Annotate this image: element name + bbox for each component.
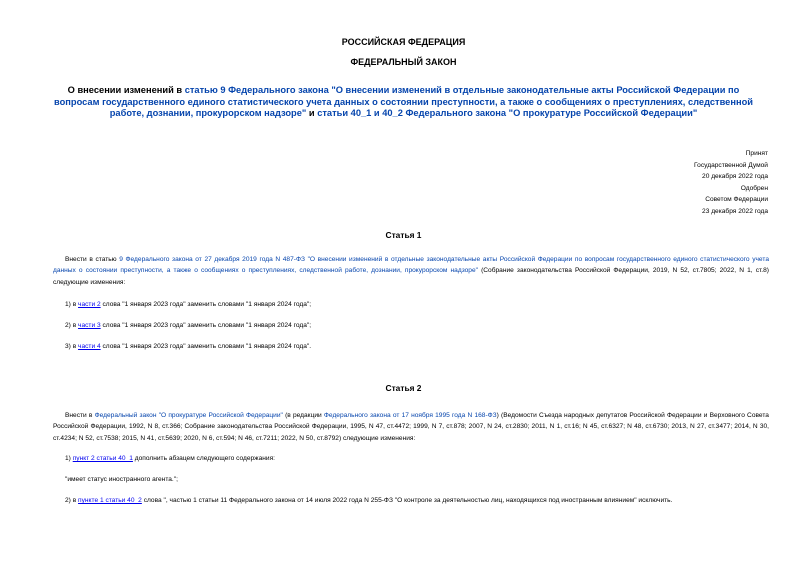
title-text-1: О внесении изменений в: [67, 85, 185, 95]
article2-link-point1-art40-2[interactable]: пункте 1 статьи 40_2: [78, 497, 142, 504]
article1-text-2: (Собрание законодательства Российской Федерации, 2019, N 52, ст.7805; 2022, N 1, ст.8) следующие изменения:: [53, 267, 769, 286]
country-heading: РОССИЙСКАЯ ФЕДЕРАЦИЯ: [341, 37, 466, 47]
article1-item-3: [53, 341, 769, 352]
article2-text-1: Внести в: [65, 412, 95, 419]
item-prefix: 1): [65, 455, 73, 462]
article2-text-2: (в редакции: [282, 412, 324, 419]
title-link-article9[interactable]: статью 9 Федерального закона "О внесении изменений в отдельные законодательные акты Российской Федерации по вопросам государственного единого статистического учета данных о состоянии преступности, а также о сообщениях о преступлениях, следственной работе, дознании, прокурорском надзоре": [54, 85, 753, 119]
article2-link-prosecutor-law[interactable]: Федеральный закон "О прокуратуре Российской Федерации": [94, 412, 283, 419]
article2-text-3: ) (Ведомости Съезда народных депутатов Российской Федерации и Верховного Совета Российской Федерации, 1992, N 8, ст.366; Собрание законодательства Российской Федерации, 1995, N 47, ст.4472; 1999, N 7, ст.878; 2007, N 24, ст.2830; 2011, N 1, ст.16; N 45, ст.6327; N 48, ст.6730; 2013, N 27, ст.3477; 2014, N 30, ст.4234; N 52, ст.7538; 2015, N 41, ст.5639; 2020, N 6, ст.594; N 46, ст.7211; 2022, N 50, ст.8792) следующие изменения:: [53, 412, 769, 442]
article1-link-part4[interactable]: части 4: [78, 343, 101, 350]
item-text: слова "1 января 2023 года" заменить словами "1 января 2024 года";: [100, 301, 312, 308]
article2-heading: Статья 2: [385, 383, 422, 393]
adopted-date: 20 декабря 2022 года: [702, 173, 768, 181]
article2-link-law168[interactable]: Федерального закона от 17 ноября 1995 года N 168-ФЗ: [323, 412, 497, 419]
article2-item-1: [53, 453, 769, 464]
article2-item-2: [53, 495, 769, 506]
item-prefix: 2) в: [65, 322, 79, 329]
adoption-block: [568, 148, 768, 218]
item-prefix: 3) в: [65, 343, 79, 350]
approved-date: 23 декабря 2022 года: [702, 207, 768, 215]
item-text: дополнить абзацем следующего содержания:: [132, 455, 275, 462]
title-text-2: и: [306, 108, 318, 119]
article1-link-part2[interactable]: части 2: [78, 301, 101, 308]
title-link-articles40[interactable]: статьи 40_1 и 40_2 Федерального закона "О прокуратуре Российской Федерации": [317, 108, 698, 119]
law-title: [48, 85, 759, 120]
article1-intro: [53, 254, 769, 288]
item-prefix: 2) в: [65, 497, 79, 504]
approved-label: Одобрен: [740, 184, 768, 192]
item-prefix: 1) в: [65, 301, 79, 308]
adopted-label: Принят: [745, 150, 768, 157]
article1-link-part3[interactable]: части 3: [78, 322, 101, 329]
adopted-by: Государственной Думой: [694, 161, 768, 169]
article1-heading: Статья 1: [385, 230, 422, 240]
article2-intro: [53, 410, 769, 444]
article1-link-law487[interactable]: 9 Федерального закона от 27 декабря 2019 года N 487-ФЗ "О внесении изменений в отдельные законодательные акты Российской Федерации по вопросам государственного единого статистического учета данных о состоянии преступности, а также о сообщениях о преступлениях, следственной работе, дознании, прокурорском надзоре": [53, 256, 769, 275]
item-text: слова "1 января 2023 года" заменить словами "1 января 2024 года".: [100, 343, 312, 350]
article1-item-1: [53, 299, 769, 310]
article1-text-1: Внести в статью: [65, 256, 120, 263]
law-type-heading: ФЕДЕРАЛЬНЫЙ ЗАКОН: [350, 57, 457, 67]
article1-item-2: [53, 320, 769, 331]
item-text: слова "1 января 2023 года" заменить словами "1 января 2024 года";: [100, 322, 312, 329]
article2-quote: "имеет статус иностранного агента.";: [65, 476, 178, 483]
article2-link-point2-art40-1[interactable]: пункт 2 статьи 40_1: [72, 455, 133, 462]
item-text: слова ", частью 1 статьи 11 Федерального закона от 14 июля 2022 года N 255-ФЗ "О контроле за деятельностью лиц, находящихся под иностранным влиянием" исключить.: [141, 497, 673, 504]
approved-by: Советом Федерации: [705, 196, 768, 204]
